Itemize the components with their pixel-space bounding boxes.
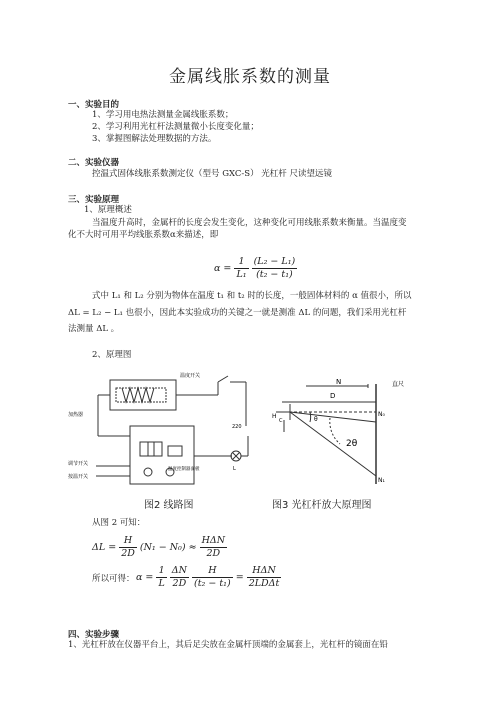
label-N0: N₀ — [378, 411, 385, 418]
figure2-caption: 图2 线路图 — [144, 500, 194, 511]
principle-sub-overview: 1、原理概述 — [84, 205, 132, 215]
principle-sub-diagram: 2、原理图 — [92, 350, 132, 360]
heater-coil — [122, 388, 154, 402]
formula-alpha-final: α = $\frac{1}{L}$ $\frac{\Delta N}{2D}$ $\frac{H}{\text{(t₂ − t₁)}}$ = $\frac{\text{HΔN}}{\text{2LDΔt}}$ — [136, 565, 280, 589]
figure3-caption: 图3 光杠杆放大原理图 — [272, 500, 372, 511]
section-heading-principle: 三、实验原理 — [68, 195, 120, 205]
formula-alpha-lhs: α = — [214, 263, 232, 274]
label-N1: N₁ — [378, 477, 385, 484]
instruments-list: 控温式固体线胀系数测定仪（型号 GXC-S） 光杠杆 尺读望远镜 — [92, 169, 332, 179]
label-regulator: 调节开关 — [68, 461, 89, 467]
label-N: N — [336, 378, 342, 386]
label-ruler: 直尺 — [392, 381, 405, 388]
label-temp-switch: 温度开关 — [180, 373, 201, 379]
purpose-item-3: 3、掌握图解法处理数据的方法。 — [92, 134, 217, 144]
section-heading-steps: 四、实验步骤 — [68, 630, 120, 640]
label-C: C — [279, 418, 283, 424]
label-panel: 温度控制器面板 — [168, 467, 200, 472]
section-heading-purpose: 一、实验目的 — [68, 100, 120, 110]
section-heading-instruments: 二、实验仪器 — [68, 158, 120, 168]
label-220: 220 — [232, 424, 242, 430]
label-lamp: L — [233, 466, 236, 472]
formula-deltaL: ΔL = $\frac{H}{2D}$ (N₁ − N₀) ≈ $\frac{\text{HΔN}}{2D}$ — [92, 535, 226, 559]
optical-lever-diagram — [270, 376, 420, 488]
purpose-item-1: 1、学习用电热法测量金属线胀系数； — [92, 110, 234, 120]
formula-alpha — [214, 256, 297, 281]
principle-para1-line1: 当温度升高时，金属杆的长度会发生变化，这种变化可用线胀系数来衡量。当温度变 — [92, 218, 407, 228]
label-2theta: 2θ — [346, 439, 358, 449]
label-D: D — [330, 392, 336, 400]
principle-para2-line3: 法测量 ΔL 。 — [68, 324, 120, 334]
label-switch: 按温开关 — [68, 474, 89, 480]
document-title: 金属线胀系数的测量 — [169, 67, 331, 87]
formula-alpha-frac1: $\frac{1}{\text{L₁}}$ — [236, 256, 247, 280]
step-1-text: 1、光杠杆放在仪器平台上，其后足尖放在金属杆顶端的金属套上，光杠杆的镜面在铅 — [68, 640, 388, 650]
from-figure-text: 从图 2 可知： — [92, 518, 146, 528]
circuit-diagram — [68, 366, 258, 491]
formula-alpha-frac2: $\frac{\text{(L₂ − L₁)}}{\text{(t₂ − t₁)}}$ — [253, 256, 296, 280]
principle-para2-line1: 式中 L₁ 和 L₂ 分别为物体在温度 t₁ 和 t₂ 时的长度，一般固体材料的 α 值很小，所以 — [92, 291, 412, 301]
so-text: 所以可得： — [92, 574, 135, 584]
principle-para2-line2: ΔL = L₂ − L₁ 也很小，因此本实验成功的关键之一就是测准 ΔL 的问题，我们采用光杠杆 — [68, 308, 407, 318]
label-theta: θ — [314, 416, 318, 423]
purpose-item-2: 2、学习利用光杠杆法测量微小长度变化量； — [92, 122, 259, 132]
label-heater: 加热器 — [68, 412, 84, 418]
principle-para1-line2: 化不大时可用平均线胀系数α来描述，即 — [68, 230, 219, 240]
label-H: H — [272, 413, 277, 420]
